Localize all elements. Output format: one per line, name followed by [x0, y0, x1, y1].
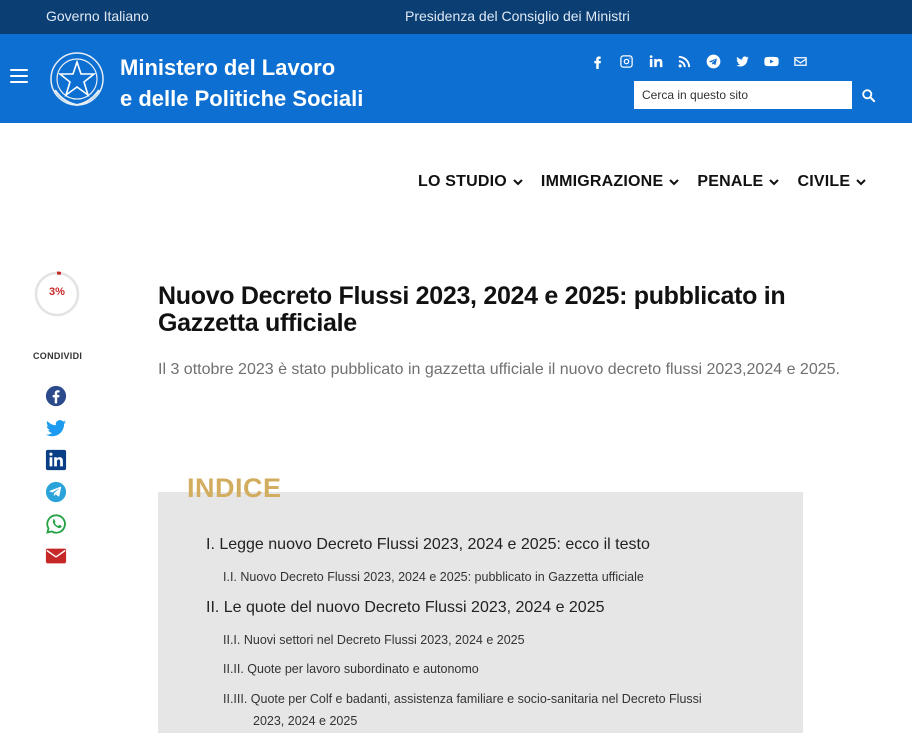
- search-input[interactable]: [634, 81, 852, 109]
- nav-item-lo-studio[interactable]: [418, 173, 523, 191]
- nav-item-civile[interactable]: [797, 173, 866, 191]
- nav-item-penale[interactable]: [697, 173, 779, 191]
- mail-icon[interactable]: [791, 52, 809, 70]
- menu-icon[interactable]: [10, 69, 28, 83]
- nav-item-label: PENALE: [697, 173, 764, 190]
- table-of-contents: [206, 535, 766, 732]
- chevron-down-icon: [769, 179, 779, 186]
- chevron-down-icon: [669, 179, 679, 186]
- telegram-icon[interactable]: [45, 481, 67, 503]
- site-title[interactable]: [120, 52, 363, 114]
- site-title-line1: Ministero del Lavoro: [120, 55, 336, 80]
- article-title: Nuovo Decreto Flussi 2023, 2024 e 2025: pubblicato in Gazzetta ufficiale: [158, 282, 786, 337]
- instagram-icon[interactable]: [617, 52, 635, 70]
- presidenza-link[interactable]: Presidenza del Consiglio dei Ministri: [405, 8, 630, 24]
- whatsapp-icon[interactable]: [45, 513, 67, 535]
- telegram-icon[interactable]: [704, 52, 722, 70]
- share-icons: [45, 385, 67, 567]
- chevron-down-icon: [513, 179, 523, 186]
- site-title-line2: e delle Politiche Sociali: [120, 86, 364, 111]
- search-button[interactable]: [853, 81, 882, 109]
- nav-item-label: CIVILE: [797, 173, 851, 190]
- reading-progress: [33, 270, 81, 318]
- toc-item[interactable]: II. Le quote del nuovo Decreto Flussi 2023, 2024 e 2025: [206, 599, 605, 616]
- toc-subitem[interactable]: II.I. Nuovi settori nel Decreto Flussi 2023, 2024 e 2025: [223, 633, 525, 647]
- rss-icon[interactable]: [675, 52, 693, 70]
- index-title: INDICE: [187, 473, 282, 503]
- republic-emblem-icon[interactable]: [49, 50, 105, 108]
- twitter-icon[interactable]: [45, 417, 67, 439]
- main-nav: [418, 173, 866, 191]
- facebook-icon[interactable]: [45, 385, 67, 407]
- toc-subitem[interactable]: II.II. Quote per lavoro subordinato e autonomo: [223, 662, 479, 676]
- top-bar: [0, 0, 912, 34]
- youtube-icon[interactable]: [762, 52, 780, 70]
- email-icon[interactable]: [45, 545, 67, 567]
- linkedin-icon[interactable]: [45, 449, 67, 471]
- share-label: CONDIVIDI: [33, 351, 83, 361]
- toc-item[interactable]: I. Legge nuovo Decreto Flussi 2023, 2024 e 2025: ecco il testo: [206, 536, 650, 553]
- twitter-icon[interactable]: [733, 52, 751, 70]
- governo-italiano-link[interactable]: Governo Italiano: [46, 8, 149, 24]
- nav-item-label: IMMIGRAZIONE: [540, 173, 664, 190]
- facebook-icon[interactable]: [588, 52, 606, 70]
- chevron-down-icon: [856, 179, 866, 186]
- progress-label: 3%: [49, 286, 65, 298]
- social-links: [588, 52, 809, 70]
- search-icon: [861, 88, 876, 103]
- site-header: [0, 34, 912, 123]
- nav-item-immigrazione[interactable]: [541, 173, 679, 191]
- nav-item-label: LO STUDIO: [418, 173, 507, 190]
- toc-subitem[interactable]: II.III. Quote per Colf e badanti, assistenza familiare e socio-sanitaria nel Decreto Flussi 2023, 2024 e 2025: [223, 692, 702, 728]
- linkedin-icon[interactable]: [646, 52, 664, 70]
- toc-subitem[interactable]: I.I. Nuovo Decreto Flussi 2023, 2024 e 2025: pubblicato in Gazzetta ufficiale: [223, 570, 644, 584]
- article-lead: Il 3 ottobre 2023 è stato pubblicato in gazzetta ufficiale il nuovo decreto flussi 2023,2024 e 2025.: [158, 361, 840, 378]
